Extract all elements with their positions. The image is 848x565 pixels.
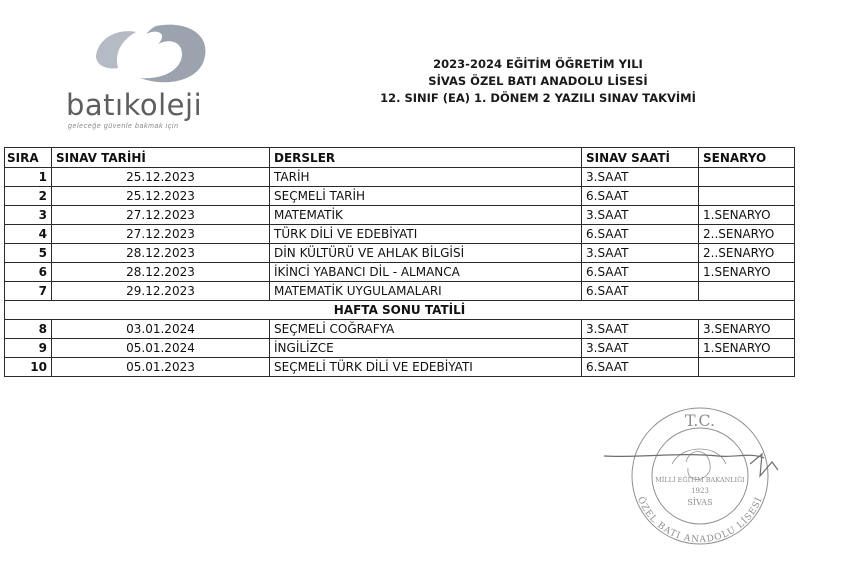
cell-saat: 6.SAAT (582, 358, 699, 377)
header-academic-year: 2023-2024 EĞİTİM ÖĞRETİM YILI (433, 57, 643, 71)
cell-tarih: 27.12.2023 (52, 206, 270, 225)
cell-saat: 3.SAAT (582, 168, 699, 187)
cell-ders: TÜRK DİLİ VE EDEBİYATI (270, 225, 582, 244)
cell-saat: 6.SAAT (582, 263, 699, 282)
cell-senaryo: 1.SENARYO (699, 263, 795, 282)
table-row (5, 244, 795, 263)
cell-sira: 2 (5, 187, 52, 206)
exam-schedule-table (4, 147, 795, 377)
cell-tarih: 05.01.2023 (52, 358, 270, 377)
cell-sira: 5 (5, 244, 52, 263)
cell-saat: 3.SAAT (582, 244, 699, 263)
cell-ders: MATEMATİK (270, 206, 582, 225)
column-header-senaryo: SENARYO (699, 148, 795, 168)
table-row (5, 225, 795, 244)
logo-mark-icon (88, 22, 218, 88)
cell-senaryo: 1.SENARYO (699, 339, 795, 358)
cell-saat: 3.SAAT (582, 206, 699, 225)
table-row (5, 206, 795, 225)
document-header (308, 56, 768, 107)
cell-ders: İKİNCİ YABANCI DİL - ALMANCA (270, 263, 582, 282)
cell-sira: 9 (5, 339, 52, 358)
brand-name: batıkoleji (66, 88, 203, 122)
cell-tarih: 28.12.2023 (52, 244, 270, 263)
cell-senaryo (699, 187, 795, 206)
cell-ders: DİN KÜLTÜRÜ VE AHLAK BİLGİSİ (270, 244, 582, 263)
weekend-break-label: HAFTA SONU TATİLİ (5, 301, 795, 320)
stamp-city: SİVAS (687, 498, 713, 507)
table-row (5, 263, 795, 282)
cell-senaryo: 2..SENARYO (699, 244, 795, 263)
cell-saat: 3.SAAT (582, 339, 699, 358)
cell-senaryo (699, 168, 795, 187)
cell-sira: 1 (5, 168, 52, 187)
cell-tarih: 05.01.2024 (52, 339, 270, 358)
cell-sira: 6 (5, 263, 52, 282)
table-row (5, 187, 795, 206)
cell-ders: SEÇMELİ COĞRAFYA (270, 320, 582, 339)
cell-sira: 8 (5, 320, 52, 339)
stamp-year: 1923 (691, 487, 709, 495)
cell-saat: 6.SAAT (582, 282, 699, 301)
school-logo (58, 22, 258, 134)
cell-tarih: 29.12.2023 (52, 282, 270, 301)
column-header-ders: DERSLER (270, 148, 582, 168)
cell-sira: 4 (5, 225, 52, 244)
column-header-saat: SINAV SAATİ (582, 148, 699, 168)
cell-senaryo (699, 282, 795, 301)
column-header-sira: SIRA (5, 148, 52, 168)
cell-saat: 6.SAAT (582, 225, 699, 244)
table-row (5, 339, 795, 358)
cell-tarih: 03.01.2024 (52, 320, 270, 339)
cell-ders: SEÇMELİ TÜRK DİLİ VE EDEBİYATI (270, 358, 582, 377)
cell-ders: SEÇMELİ TARİH (270, 187, 582, 206)
cell-saat: 3.SAAT (582, 320, 699, 339)
table-row (5, 320, 795, 339)
cell-senaryo (699, 358, 795, 377)
cell-saat: 6.SAAT (582, 187, 699, 206)
stamp-top-text: T.C. (684, 411, 716, 430)
table-row (5, 168, 795, 187)
stamp-inner-text: MİLLİ EĞİTİM BAKANLIĞI (655, 476, 745, 484)
cell-tarih: 28.12.2023 (52, 263, 270, 282)
header-exam-title: 12. SINIF (EA) 1. DÖNEM 2 YAZILI SINAV TAKVİMİ (380, 91, 696, 105)
cell-sira: 3 (5, 206, 52, 225)
cell-sira: 10 (5, 358, 52, 377)
cell-tarih: 27.12.2023 (52, 225, 270, 244)
brand-slogan: geleceğe güvenle bakmak için (68, 123, 179, 130)
cell-senaryo: 3.SENARYO (699, 320, 795, 339)
table-row (5, 358, 795, 377)
table-header-row (5, 148, 795, 168)
cell-sira: 7 (5, 282, 52, 301)
cell-tarih: 25.12.2023 (52, 187, 270, 206)
cell-ders: İNGİLİZCE (270, 339, 582, 358)
header-school-name: SİVAS ÖZEL BATI ANADOLU LİSESİ (428, 74, 648, 88)
cell-ders: TARİH (270, 168, 582, 187)
cell-senaryo: 2..SENARYO (699, 225, 795, 244)
cell-senaryo: 1.SENARYO (699, 206, 795, 225)
cell-ders: MATEMATİK UYGULAMALARI (270, 282, 582, 301)
table-row (5, 282, 795, 301)
official-stamp (600, 398, 800, 548)
weekend-break-row (5, 301, 795, 320)
column-header-tarih: SINAV TARİHİ (52, 148, 270, 168)
stamp-ring-text: ÖZEL BATI ANADOLU LİSESİ (634, 495, 765, 546)
cell-tarih: 25.12.2023 (52, 168, 270, 187)
